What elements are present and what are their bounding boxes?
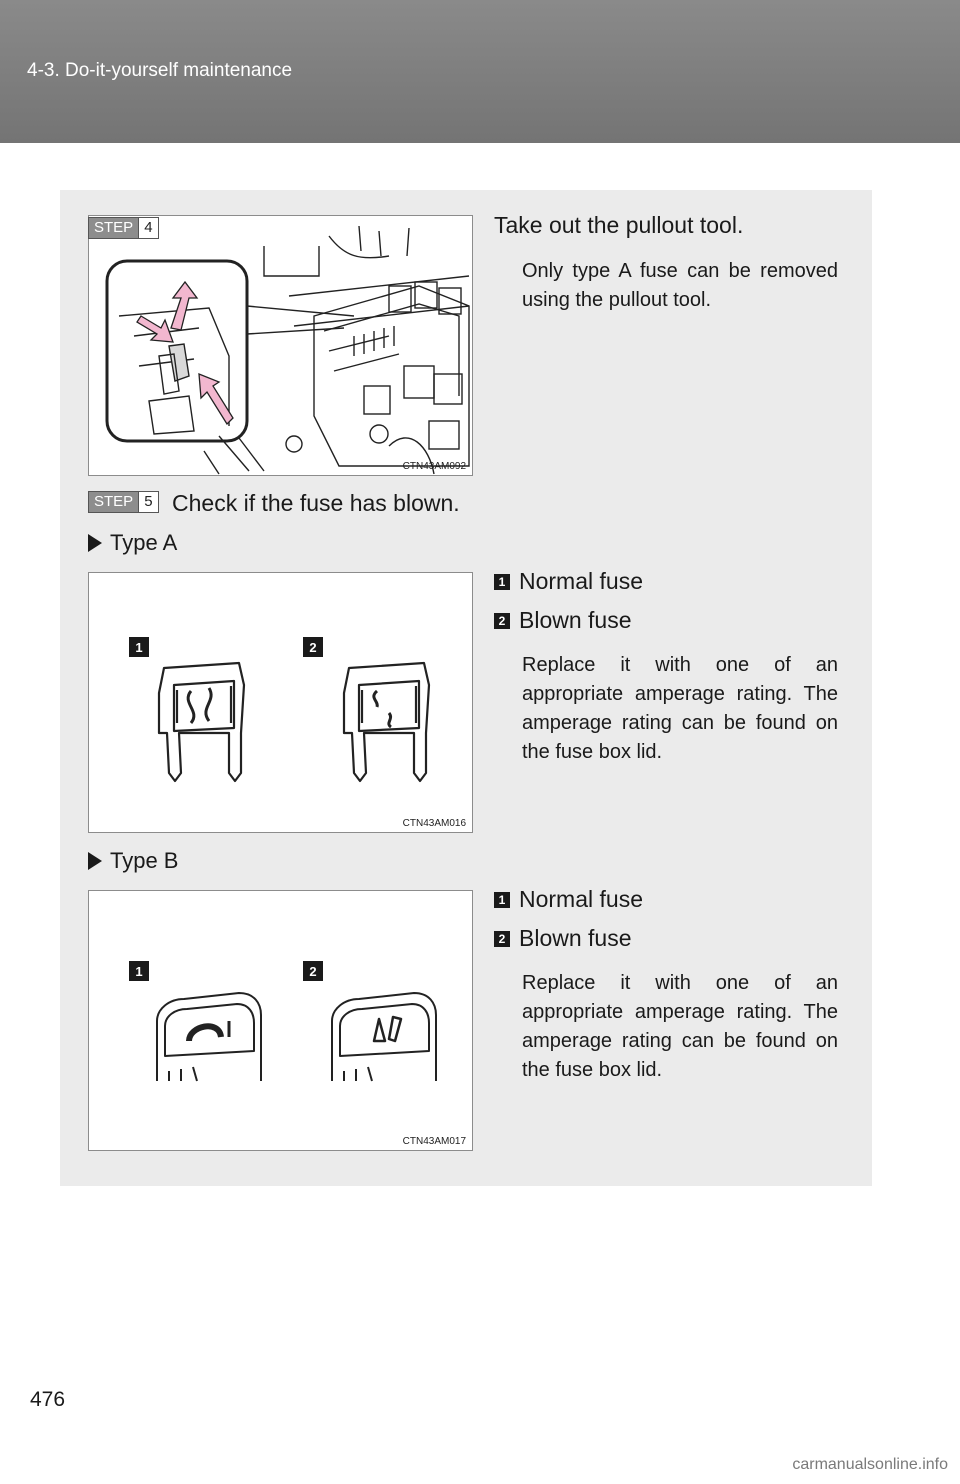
- step4-badge: [88, 217, 159, 239]
- triangle-bullet-icon: [88, 852, 102, 870]
- content-panel: [60, 190, 872, 1186]
- step5-heading: Check if the fuse has blown.: [172, 490, 460, 516]
- step-number: 5: [138, 492, 157, 512]
- type-a-fuse-illustration: [89, 573, 473, 833]
- step-number: 4: [138, 218, 157, 238]
- number-icon: 2: [494, 613, 510, 629]
- step-word: STEP: [89, 492, 138, 512]
- type-b-figure: [88, 890, 473, 1151]
- type-a-label: Type A: [88, 530, 177, 556]
- figure-code: CTN43AM016: [402, 818, 466, 829]
- figure-callout-1: 1: [129, 961, 149, 981]
- figure-callout-2: 2: [303, 637, 323, 657]
- page-header: [0, 0, 960, 143]
- number-icon: 2: [494, 931, 510, 947]
- type-b-item-2: 2 Blown fuse: [494, 925, 632, 952]
- step4-note: Only type A fuse can be removed using the pullout tool.: [522, 260, 838, 311]
- step4-figure: [88, 215, 473, 476]
- number-icon: 1: [494, 892, 510, 908]
- type-b-fuse-illustration: [89, 891, 473, 1151]
- step-word: STEP: [89, 218, 138, 238]
- engine-fuse-box-illustration: [89, 216, 473, 476]
- figure-code: CTN43AM017: [402, 1136, 466, 1147]
- figure-callout-1: 1: [129, 637, 149, 657]
- step5-badge: [88, 491, 159, 513]
- number-icon: 1: [494, 574, 510, 590]
- type-b-label: Type B: [88, 848, 178, 874]
- figure-code: CTN43AM092: [402, 461, 466, 472]
- section-title: 4-3. Do-it-yourself maintenance: [27, 60, 293, 81]
- watermark: carmanualsonline.info: [792, 1456, 948, 1473]
- step4-heading: Take out the pullout tool.: [494, 212, 744, 238]
- type-a-item-2: 2 Blown fuse: [494, 607, 632, 634]
- type-a-item-1: 1 Normal fuse: [494, 568, 643, 595]
- figure-callout-2: 2: [303, 961, 323, 981]
- type-a-figure: [88, 572, 473, 833]
- type-b-item-1: 1 Normal fuse: [494, 886, 643, 913]
- triangle-bullet-icon: [88, 534, 102, 552]
- type-a-note: Replace it with one of an appropriate amperage rating. The amperage rating can be found on the fuse box lid.: [522, 654, 838, 763]
- type-b-note: Replace it with one of an appropriate amperage rating. The amperage rating can be found on the fuse box lid.: [522, 972, 838, 1081]
- page-number: 476: [30, 1388, 66, 1411]
